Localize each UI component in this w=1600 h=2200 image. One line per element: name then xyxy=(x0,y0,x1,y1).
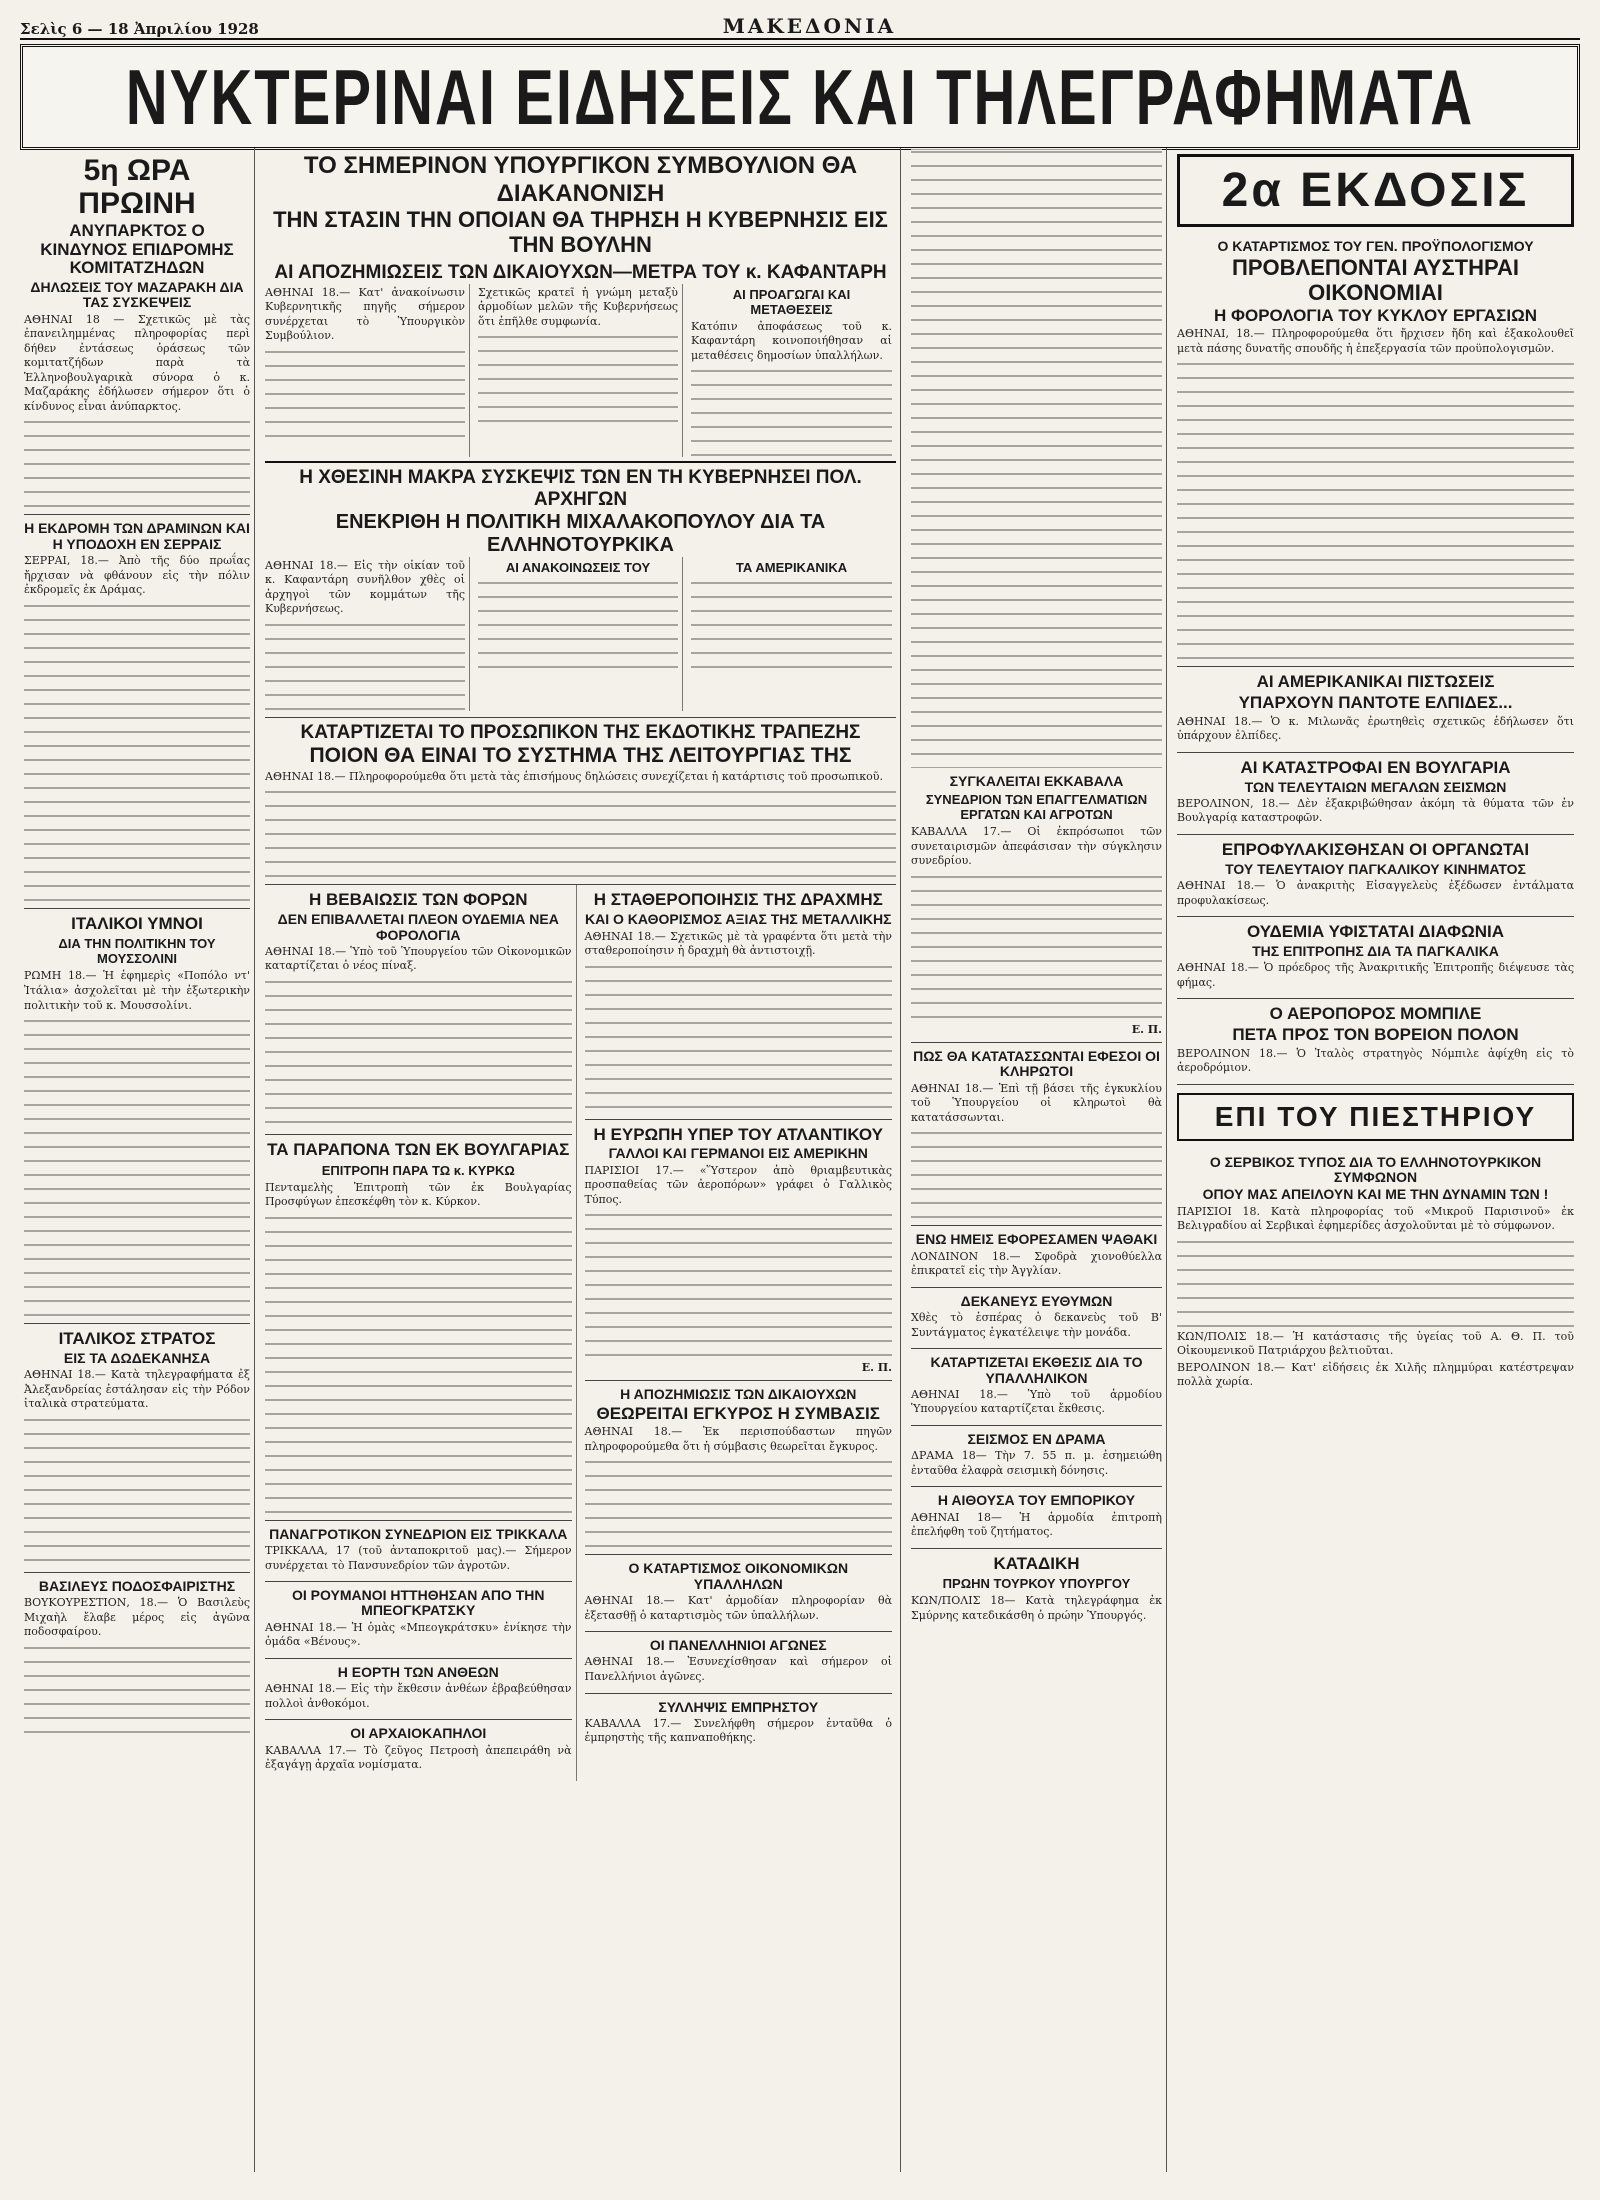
article-text-lines xyxy=(585,1458,893,1548)
article-headline: Ο ΑΕΡΟΠΟΡΟΣ ΜΟΜΠΙΛΕ xyxy=(1269,1004,1482,1024)
article-body: ΤΡΙΚΚΑΛΑ, 17 (τοῦ ἀνταποκριτοῦ μας).— Σήμερον συνέρχεται τὸ Πανσυνεδρίον τῶν ἀγροτῶν. xyxy=(265,1544,572,1572)
article-diafonia xyxy=(1177,917,1574,999)
article-organotai xyxy=(1177,835,1574,917)
article-headline: ΣΥΓΚΑΛΕΙΤΑΙ ΕΚΚΑΒΑΛΑ xyxy=(949,773,1124,789)
article-body: Σχετικῶς κρατεῖ ἡ γνώμη μεταξὺ ἀρμοδίων μελῶν τῆς Κυβερνήσεως ὅτι ἐπῆλθε συμφωνία. xyxy=(478,285,678,328)
article-anthi xyxy=(265,1659,572,1720)
press-section-box: ΕΠΙ ΤΟΥ ΠΙΕΣΤΗΡΙΟΥ xyxy=(1177,1093,1574,1141)
article-subheadline: ΕΝΕΚΡΙΘΗ Η ΠΟΛΙΤΙΚΗ ΜΙΧΑΛΑΚΟΠΟΥΛΟΥ ΔΙΑ ΤΑ ΕΛΛΗΝΟΤΟΥΡΚΙΚΑ xyxy=(335,510,826,556)
article-foroi xyxy=(265,885,572,1135)
article-body: ΠΑΡΙΣΙΟΙ 18. Κατὰ πληροφορίας τοῦ «Μικροῦ Παρισινοῦ» ἐκ Βελιγραδίου αἱ Σερβικαὶ ἐφημερίδες ἀσχολοῦνται μὲ τὸ σύμφωνον. xyxy=(1177,1204,1574,1233)
article-text-lines xyxy=(24,1644,250,1734)
article-headline: ΟΥΔΕΜΙΑ ΥΦΙΣΤΑΤΑΙ ΔΙΑΦΩΝΙΑ xyxy=(1246,922,1505,942)
article-body: ΠΑΡΙΣΙΟΙ 17.— «Ὕστερον ἀπὸ θριαμβευτικὰς προσπαθείας τῶν ἀεροπόρων» γράφει ὁ Γαλλικὸς Τύπος. xyxy=(584,1163,892,1206)
article-text-lines xyxy=(265,978,572,1128)
article-headline: Ο ΚΑΤΑΡΤΙΣΜΟΣ ΟΙΚΟΝΟΜΙΚΩΝ ΥΠΑΛΛΗΛΩΝ xyxy=(628,1560,849,1592)
article-section-label: ΤΑ ΑΜΕΡΙΚΑΝΙΚΑ xyxy=(735,559,848,575)
article-headline: Η ΕΚΔΡΟΜΗ ΤΩΝ ΔΡΑΜΙΝΩΝ ΚΑΙ Η ΥΠΟΔΟΧΗ ΕΝ ΣΕΡΡΑΙΣ xyxy=(24,520,250,552)
article-body: ΒΕΡΟΛΙΝΟΝ 18.— Ὁ Ἰταλὸς στρατηγὸς Νόμπιλε ἀφίχθη εἰς τὸ ἀεροδρόμιον. xyxy=(1177,1046,1574,1075)
article-body: ΛΟΝΔΙΝΟΝ 18.— Σφοδρὰ χιονοθύελλα ἐπικρατεῖ εἰς τὴν Ἀγγλίαν. xyxy=(911,1249,1162,1278)
article-subheadline: ΤΩΝ ΤΕΛΕΥΤΑΙΩΝ ΜΕΓΑΛΩΝ ΣΕΙΣΜΩΝ xyxy=(1244,778,1507,795)
article-subheadline: ΘΕΩΡΕΙΤΑΙ ΕΓΚΥΡΟΣ Η ΣΥΜΒΑΣΙΣ xyxy=(596,1403,880,1423)
article-headline: Η ΑΙΘΟΥΣΑ ΤΟΥ ΕΜΠΟΡΙΚΟΥ xyxy=(937,1492,1136,1509)
article-subheadline: ΥΠΑΡΧΟΥΝ ΠΑΝΤΟΤΕ ΕΛΠΙΔΕΣ... xyxy=(1238,693,1513,713)
article-synedrion-kavala xyxy=(911,768,1162,1043)
article-body: ΑΘΗΝΑΙ 18.— Ἐσυνεχίσθησαν καὶ σήμερον οἱ Πανελλήνιοι ἀγῶνες. xyxy=(584,1655,892,1683)
article-section-label: ΑΙ ΠΡΟΑΓΩΓΑΙ ΚΑΙ ΜΕΤΑΘΕΣΕΙΣ xyxy=(732,286,851,317)
article-headline: Η ΣΤΑΘΕΡΟΠΟΙΗΣΙΣ ΤΗΣ ΔΡΑΧΜΗΣ xyxy=(593,890,883,910)
issue-date: Σελὶς 6 — 18 Ἀπριλίου 1928 xyxy=(20,20,259,38)
article-subheadline: ΔΗΛΩΣΕΙΣ ΤΟΥ ΜΑΖΑΡΑΚΗ ΔΙΑ ΤΑΣ ΣΥΣΚΕΨΕΙΣ xyxy=(30,279,244,311)
article-subheadline: ΔΕΝ ΕΠΙΒΑΛΛΕΤΑΙ ΠΛΕΟΝ ΟΥΔΕΜΙΑ ΝΕΑ ΦΟΡΟΛΟΓΙΑ xyxy=(277,911,559,943)
article-body: ΡΩΜΗ 18.— Ἡ ἐφημερὶς «Ποπόλο ντ' Ἰτάλια» ἀσχολεῖται μὲ τὴν ἐξωτερικὴν πολιτικὴν τοῦ κ. Μουσσολίνι. xyxy=(24,969,250,1012)
article-subheadline: ΑΙ ΑΠΟΖΗΜΙΩΣΕΙΣ ΤΩΝ ΔΙΚΑΙΟΥΧΩΝ—ΜΕΤΡΑ ΤΟΥ κ. ΚΑΦΑΝΤΑΡΗ xyxy=(274,261,887,283)
article-subheadline: ΓΑΛΛΟΙ ΚΑΙ ΓΕΡΜΑΝΟΙ ΕΙΣ ΑΜΕΡΙΚΗΝ xyxy=(608,1145,868,1162)
article-subheadline: ΤΗΣ ΕΠΙΤΡΟΠΗΣ ΔΙΑ ΤΑ ΠΑΓΚΑΛΙΚΑ xyxy=(1252,942,1499,959)
article-body: ΑΘΗΝΑΙ 18.— Εἰς τὴν οἰκίαν τοῦ κ. Καφαντάρη συνῆλθον χθὲς οἱ ἀρχηγοὶ τῶν κομμάτων τῆς Κυβερνήσεως. xyxy=(265,558,465,616)
article-body: ΑΘΗΝΑΙ 18— Ἡ ἁρμοδία ἐπιτροπὴ ἐπελήφθη τοῦ ζητήματος. xyxy=(911,1510,1162,1539)
article-body: ΚΩΝ/ΠΟΛΙΣ 18— Κατὰ τηλεγράφημα ἐκ Σμύρνης κατεδικάσθη ὁ πρώην Ὑπουργός. xyxy=(911,1594,1162,1622)
masthead xyxy=(20,44,1580,150)
article-text-lines xyxy=(265,621,465,711)
article-headline: Ο ΣΕΡΒΙΚΟΣ ΤΥΠΟΣ ΔΙΑ ΤΟ ΕΛΛΗΝΟΤΟΥΡΚΙΚΟΝ ΣΥΜΦΩΝΟΝ xyxy=(1209,1153,1542,1186)
article-headline: ΚΑΤΑΡΤΙΖΕΤΑΙ ΤΟ ΠΡΟΣΩΠΙΚΟΝ ΤΗΣ ΕΚΔΟΤΙΚΗΣ ΤΡΑΠΕΖΗΣ xyxy=(300,721,861,743)
article-body: ΑΘΗΝΑΙ 18.— Ὑπὸ τοῦ ἁρμοδίου Ὑπουργείου καταρτίζεται ἔκθεσις. xyxy=(911,1387,1162,1416)
article-subheadline: ΚΑΙ Ο ΚΑΘΟΡΙΣΜΟΣ ΑΞΙΑΣ ΤΗΣ ΜΕΤΑΛΛΙΚΗΣ xyxy=(584,911,892,928)
article-body-2: ΚΩΝ/ΠΟΛΙΣ 18.— Ἡ κατάστασις τῆς ὑγείας τοῦ Α. Θ. Π. τοῦ Οἰκουμενικοῦ Πατριάρχου βελτιοῦται. xyxy=(1177,1329,1574,1358)
article-body: ΑΘΗΝΑΙ 18.— Κατὰ τηλεγραφήματα ἐξ Ἀλεξανδρείας ἐστάλησαν εἰς τὴν Ρόδον ἰταλικὰ στρατεύματα. xyxy=(24,1368,250,1411)
article-drachmi xyxy=(585,885,893,1119)
paper-name: ΜΑΚΕΔΟΝΙΑ xyxy=(722,14,897,38)
column-right-center xyxy=(907,148,1167,2172)
article-headline: ΑΝΥΠΑΡΚΤΟΣ Ο ΚΙΝΔΥΝΟΣ ΕΠΙΔΡΟΜΗΣ ΚΟΜΙΤΑΤΖΗΔΩΝ xyxy=(40,221,234,278)
article-subheadline: ΔΙΑ ΤΗΝ ΠΟΛΙΤΙΚΗΝ ΤΟΥ ΜΟΥΣΣΟΛΙΝΙ xyxy=(58,936,216,967)
article-body: Κατόπιν ἀποφάσεως τοῦ κ. Καφαντάρη κοινοποιήθησαν αἱ μεταθέσεις δημοσίων ὑπαλλήλων. xyxy=(691,319,892,362)
article-headline: ΕΝΩ ΗΜΕΙΣ ΕΦΟΡΕΣΑΜΕΝ ΨΑΘΑΚΙ xyxy=(915,1231,1158,1248)
article-headline: Η ΕΥΡΩΠΗ ΥΠΕΡ ΤΟΥ ΑΤΛΑΝΤΙΚΟΥ xyxy=(593,1124,883,1144)
article-headline: ΠΑΝΑΓΡΟΤΙΚΟΝ ΣΥΝΕΔΡΙΟΝ ΕΙΣ ΤΡΙΚΚΑΛΑ xyxy=(269,1525,568,1542)
top-line xyxy=(20,12,1580,40)
article-headline: ΚΑΤΑΔΙΚΗ xyxy=(993,1553,1080,1573)
article-headline: Η ΑΠΟΖΗΜΙΩΣΙΣ ΤΩΝ ΔΙΚΑΙΟΥΧΩΝ xyxy=(620,1386,857,1403)
article-text-lines xyxy=(265,1214,572,1514)
article-body: ΑΘΗΝΑΙ 18.— Ὁ ἀνακριτὴς Εἰσαγγελεὺς ἐξέδωσεν ἐντάλματα προφυλακίσεως. xyxy=(1177,879,1574,907)
article-body: ΣΕΡΡΑΙ, 18.— Ἀπὸ τῆς δύο πρωΐας ἤρχισαν νὰ φθάνουν εἰς τὴν πόλιν ἐκδρομεῖς ἐκ Δράμας. xyxy=(24,554,250,597)
article-body: ΑΘΗΝΑΙ 18 — Σχετικῶς μὲ τὰς ἐπανειλημμένας πληροφορίας περὶ δήθεν ἐντάσεως ὁράσεως τῶν κομιτατζήδων παρὰ τὰ Ἑλληνοβουλγαρικὰ σύνορα ὁ κ. Μαζαράκης ἐδήλωσεν σήμερον ὅτι ὁ κίνδυνος εἶναι ἀνύπαρκτος. xyxy=(24,312,250,413)
article-dekaneus xyxy=(911,1288,1162,1349)
article-subheadline: ΕΠΙΤΡΟΠΗ ΠΑΡΑ ΤΩ κ. ΚΥΡΚΩ xyxy=(321,1162,515,1178)
masthead-title: ΝΥΚΤΕΡΙΝΑΙ ΕΙΔΗΣΕΙΣ ΚΑΙ ΤΗΛΕΓΡΑΦΗΜΑΤΑ xyxy=(125,53,1475,141)
article-body: ΒΟΥΚΟΥΡΕΣΤΙΟΝ, 18.— Ὁ Βασιλεὺς Μιχαὴλ ἔλαβε μέρος εἰς ἀγῶνα ποδοσφαίρου. xyxy=(24,1596,250,1639)
article-text-lines xyxy=(24,418,250,508)
article-pistoseis xyxy=(1177,667,1574,752)
article-headline: ΑΙ ΚΑΤΑΣΤΡΟΦΑΙ ΕΝ ΒΟΥΛΓΑΡΙΑ xyxy=(1240,757,1511,777)
continued-text-lines xyxy=(911,148,1162,768)
article-body-3: ΒΕΡΟΛΙΝΟΝ 18.— Κατ' εἰδήσεις ἐκ Χιλῆς πλημμύραι κατέστρεψαν πολλὰ χωρία. xyxy=(1177,1360,1574,1389)
article-syskepsis xyxy=(265,463,896,718)
article-subcolumns xyxy=(265,284,896,458)
edition-box xyxy=(1177,154,1574,227)
article-ypourgiko xyxy=(265,148,896,463)
newspaper-page xyxy=(20,12,1580,2172)
article-text-lines xyxy=(478,579,678,669)
article-paraponna xyxy=(265,1135,572,1521)
article-psathaki xyxy=(911,1226,1162,1287)
article-headline: Ο ΚΑΤΑΡΤΙΣΜΟΣ ΤΟΥ ΓΕΝ. ΠΡΟΫΠΟΛΟΓΙΣΜΟΥ xyxy=(1217,238,1534,254)
article-body: ΚΑΒΑΛΛΑ 17.— Τὸ ζεῦγος Πετροσὴ ἀπεπειράθη νὰ ἐξαγάγῃ ἀρχαῖα νομίσματα. xyxy=(265,1743,572,1772)
column-center xyxy=(261,148,901,2172)
article-katadiki xyxy=(911,1549,1162,1632)
article-syllipsis xyxy=(585,1694,893,1754)
article-text-lines xyxy=(1177,360,1574,660)
article-italikoi-ymnoi xyxy=(24,909,250,1324)
article-body: ΑΘΗΝΑΙ 18.— Ὑπὸ τοῦ Ὑπουργείου τῶν Οἰκονομικῶν καταρτίζεται ὁ νέος πίναξ. xyxy=(265,944,572,973)
article-headline: ΚΑΤΑΡΤΙΖΕΤΑΙ ΕΚΘΕΣΙΣ ΔΙΑ ΤΟ ΥΠΑΛΛΗΛΙΚΟΝ xyxy=(930,1354,1143,1386)
article-text-lines xyxy=(911,873,1162,1023)
article-headline: ΤΟ ΣΗΜΕΡΙΝΟΝ ΥΠΟΥΡΓΙΚΟΝ ΣΥΜΒΟΥΛΙΟΝ ΘΑ ΔΙΑΚΑΝΟΝΙΣΗ xyxy=(303,152,858,207)
article-dramines xyxy=(24,515,250,908)
edition-label: 2α ΕΚΔΟΣΙΣ xyxy=(1221,164,1530,217)
article-body: ΑΘΗΝΑΙ 18.— Εἰς τὴν ἔκθεσιν ἀνθέων ἐβραβεύθησαν πολλοὶ ἀνθοκόμοι. xyxy=(265,1682,572,1710)
article-text-lines xyxy=(691,367,892,457)
article-body: ΑΘΗΝΑΙ 18.— Ἐπὶ τῇ βάσει τῆς ἐγκυκλίου τοῦ Ὑπουργείου οἱ κληρωτοὶ θὰ κατατάσσωνται. xyxy=(911,1081,1162,1124)
article-headline: ΣΕΙΣΜΟΣ ΕΝ ΔΡΑΜΑ xyxy=(967,1430,1106,1447)
article-headline-2: ΤΗΝ ΣΤΑΣΙΝ ΤΗΝ ΟΠΟΙΑΝ ΘΑ ΤΗΡΗΣΗ Η ΚΥΒΕΡΝΗΣΙΣ ΕΙΣ ΤΗΝ ΒΟΥΛΗΝ xyxy=(273,207,888,258)
article-evropi xyxy=(585,1120,893,1382)
article-body: ΒΕΡΟΛΙΝΟΝ, 18.— Δὲν ἐξακριβώθησαν ἀκόμη τὰ θύματα τῶν ἐν Βουλγαρίᾳ καταστροφῶν. xyxy=(1177,796,1574,825)
column-right xyxy=(1173,148,1578,2172)
article-text-lines xyxy=(691,579,892,669)
article-section-label: ΑΙ ΑΝΑΚΟΙΝΩΣΕΙΣ ΤΟΥ xyxy=(505,559,651,575)
article-italikos-stratos xyxy=(24,1324,250,1573)
article-subheadline-2: Η ΦΟΡΟΛΟΓΙΑ ΤΟΥ ΚΥΚΛΟΥ ΕΡΓΑΣΙΩΝ xyxy=(1214,305,1537,325)
article-body: ΔΡΑΜΑ 18— Τὴν 7. 55 π. μ. ἐσημειώθη ἐνταῦθα ἐλαφρὰ σεισμικὴ δόνησις. xyxy=(911,1449,1162,1477)
article-komitatzides xyxy=(24,148,250,515)
article-text-lines xyxy=(911,1129,1162,1219)
article-text-lines xyxy=(24,602,250,902)
article-body: ΑΘΗΝΑΙ 18.— Πληροφορούμεθα ὅτι μετὰ τὰς ἐπισήμους δηλώσεις συνεχίζεται ἡ κατάρτισις τοῦ προσωπικοῦ. xyxy=(265,769,883,783)
article-text-lines xyxy=(585,963,893,1113)
article-headline: Η ΕΟΡΤΗ ΤΩΝ ΑΝΘΕΩΝ xyxy=(337,1663,499,1680)
article-headline: ΠΩΣ ΘΑ ΚΑΤΑΤΑΣΣΩΝΤΑΙ ΕΦΕΣΟΙ ΟΙ ΚΛΗΡΩΤΟΙ xyxy=(913,1047,1160,1080)
column-left xyxy=(20,148,255,2172)
article-body: ΑΘΗΝΑΙ 18.— Ὁ πρόεδρος τῆς Ἀνακριτικῆς Ἐπιτροπῆς διέψευσε τὰς φήμας. xyxy=(1177,961,1574,989)
article-headline: ΟΙ ΡΟΥΜΑΝΟΙ ΗΤΤΗΘΗΣΑΝ ΑΠΟ ΤΗΝ ΜΠΕΟΓΚΡΑΤΣΚΥ xyxy=(292,1587,545,1619)
article-kicker: 5η ΩΡΑ ΠΡΩΙΝΗ xyxy=(78,154,196,220)
article-subheadline: ΟΠΟΥ ΜΑΣ ΑΠΕΙΛΟΥΝ ΚΑΙ ΜΕ ΤΗΝ ΔΥΝΑΜΙΝ ΤΩΝ ! xyxy=(1202,1186,1549,1203)
article-roumanoi xyxy=(265,1582,572,1659)
article-headline: ΣΥΛΛΗΨΙΣ ΕΜΠΡΗΣΤΟΥ xyxy=(658,1698,819,1715)
article-subheadline: ΣΥΝΕΔΡΙΟΝ ΤΩΝ ΕΠΑΓΓΕΛΜΑΤΙΩΝ ΕΡΓΑΤΩΝ ΚΑΙ ΑΓΡΟΤΩΝ xyxy=(925,792,1148,823)
article-serviki-typos xyxy=(1177,1149,1574,1398)
article-headline: Η ΧΘΕΣΙΝΗ ΜΑΚΡΑ ΣΥΣΚΕΨΙΣ ΤΩΝ ΕΝ ΤΗ ΚΥΒΕΡΝΗΣΕΙ ΠΟΛ. ΑΡΧΗΓΩΝ xyxy=(299,467,862,511)
article-archaiokapiloi xyxy=(265,1720,572,1780)
article-text-lines xyxy=(585,1211,893,1361)
article-text-lines xyxy=(265,788,896,878)
article-text-lines xyxy=(1177,1238,1574,1328)
article-headline: ΔΕΚΑΝΕΥΣ ΕΥΘΥΜΩΝ xyxy=(960,1292,1113,1309)
article-body: ΑΘΗΝΑΙ 18.— Κατ' ἀνακοίνωσιν Κυβερνητικῆς πηγῆς σήμερον συνέρχεται τὸ Ὑπουργικὸν Συμβούλιον. xyxy=(265,285,465,343)
article-headline: Η ΒΕΒΑΙΩΣΙΣ ΤΩΝ ΦΟΡΩΝ xyxy=(308,890,528,910)
article-body: ΑΘΗΝΑΙ 18.— Ἐκ περισπούδαστων πηγῶν πληροφορούμεθα ὅτι ἡ σύμβασις θεωρεῖται ἔγκυρος. xyxy=(584,1425,892,1453)
article-body: ΑΘΗΝΑΙ 18.— Σχετικῶς μὲ τὰ γραφέντα ὅτι μετὰ τὴν σταθεροποίησιν ἡ δραχμὴ θὰ ἀντιστοιχῇ. xyxy=(584,929,892,958)
article-subheadline: ΠΡΟΒΛΕΠΟΝΤΑΙ ΑΥΣΤΗΡΑΙ ΟΙΚΟΝΟΜΙΑΙ xyxy=(1231,255,1520,305)
article-body: ΑΘΗΝΑΙ 18.— Ἡ ὁμὰς «Μπεογκράτσκυ» ἐνίκησε τὴν ὁμάδα «Βένους». xyxy=(265,1620,572,1649)
article-agones xyxy=(585,1632,893,1693)
article-body: Πενταμελὴς Ἐπιτροπὴ τῶν ἐκ Βουλγαρίας Προσφύγων ἐπεσκέφθη τὸν κ. Κύρκον. xyxy=(265,1180,572,1209)
article-subheadline: ΠΕΤΑ ΠΡΟΣ ΤΟΝ ΒΟΡΕΙΟΝ ΠΟΛΟΝ xyxy=(1232,1024,1519,1044)
article-vasileus xyxy=(24,1573,250,1740)
article-seismos xyxy=(911,1426,1162,1487)
article-ekthesis xyxy=(911,1349,1162,1426)
article-efesoi xyxy=(911,1043,1162,1226)
article-signature: Ε. Π. xyxy=(1131,1022,1162,1036)
article-proypologismos xyxy=(1177,233,1574,667)
article-body: Χθὲς τὸ ἑσπέρας ὁ δεκανεὺς τοῦ Β' Συντάγματος ἐγκατέλειψε τὴν μονάδα. xyxy=(911,1311,1162,1339)
article-oikonomikoi xyxy=(585,1555,893,1632)
article-body: ΚΑΒΑΛΛΑ 17.— Οἱ ἐκπρόσωποι τῶν συνεταιρισμῶν ἀπεφάσισαν τὴν σύγκλησιν συνεδρίου. xyxy=(911,825,1162,868)
article-headline: ΒΑΣΙΛΕΥΣ ΠΟΔΟΣΦΑΙΡΙΣΤΗΣ xyxy=(38,1577,236,1594)
article-text-lines xyxy=(24,1017,250,1317)
article-apozimiosis xyxy=(585,1381,893,1555)
columns xyxy=(20,148,1580,2172)
article-headline: ΕΠΡΟΦΥΛΑΚΙΣΘΗΣΑΝ ΟΙ ΟΡΓΑΝΩΤΑΙ xyxy=(1221,840,1530,859)
article-body: ΑΘΗΝΑΙ 18.— Κατ' ἀρμοδίαν πληροφορίαν θὰ ἐξετασθῇ ὁ καταρτισμὸς τῶν ὑπαλλήλων. xyxy=(584,1594,892,1622)
article-headline: ΟΙ ΑΡΧΑΙΟΚΑΠΗΛΟΙ xyxy=(350,1725,487,1742)
article-subheadline: ΠΟΙΟΝ ΘΑ ΕΙΝΑΙ ΤΟ ΣΥΣΤΗΜΑ ΤΗΣ ΛΕΙΤΟΥΡΓΙΑΣ ΤΗΣ xyxy=(309,743,852,767)
article-body: ΚΑΒΑΛΛΑ 17.— Συνελήφθη σήμερον ἐνταῦθα ὁ ἐμπρηστὴς τῆς καπναποθήκης. xyxy=(584,1716,892,1745)
article-signature: Ε. Π. xyxy=(861,1361,892,1375)
article-text-lines xyxy=(24,1416,250,1566)
article-headline: ΤΑ ΠΑΡΑΠΟΝΑ ΤΩΝ ΕΚ ΒΟΥΛΓΑΡΙΑΣ xyxy=(267,1139,570,1159)
article-body: ΑΘΗΝΑΙ 18.— Ὁ κ. Μιλωνᾶς ἐρωτηθεὶς σχετικῶς ἐδήλωσεν ὅτι ὑπάρχουν ἐλπίδες. xyxy=(1177,714,1574,743)
article-text-lines xyxy=(265,348,465,438)
article-headline: ΑΙ ΑΜΕΡΙΚΑΝΙΚΑΙ ΠΙΣΤΩΣΕΙΣ xyxy=(1256,672,1495,692)
article-headline: ΙΤΑΛΙΚΟΣ ΣΤΡΑΤΟΣ xyxy=(58,1329,216,1349)
article-panagrotikon xyxy=(265,1521,572,1582)
article-voulgaria xyxy=(1177,753,1574,835)
article-subheadline: ΕΙΣ ΤΑ ΔΩΔΕΚΑΝΗΣΑ xyxy=(63,1349,211,1366)
center-lower xyxy=(265,885,896,1780)
article-emporiko xyxy=(911,1487,1162,1548)
article-subheadline: ΤΟΥ ΤΕΛΕΥΤΑΙΟΥ ΠΑΓΚΑΛΙΚΟΥ ΚΙΝΗΜΑΤΟΣ xyxy=(1225,860,1526,877)
article-headline: ΙΤΑΛΙΚΟΙ ΥΜΝΟΙ xyxy=(71,913,203,933)
article-body: ΑΘΗΝΑΙ, 18.— Πληροφορούμεθα ὅτι ἤρχισεν ἤδη καὶ ἐξακολουθεῖ μετὰ πάσης δυνατῆς σπουδῆς ἡ ἐπεξεργασία τῶν προϋπολογισμῶν. xyxy=(1177,327,1574,355)
article-subheadline: ΠΡΩΗΝ ΤΟΥΡΚΟΥ ΥΠΟΥΡΓΟΥ xyxy=(942,1576,1131,1592)
article-nobile xyxy=(1177,999,1574,1084)
article-ekdotiki-trapeza xyxy=(265,718,896,886)
article-text-lines xyxy=(478,333,678,423)
article-headline: ΟΙ ΠΑΝΕΛΛΗΝΙΟΙ ΑΓΩΝΕΣ xyxy=(649,1637,827,1654)
